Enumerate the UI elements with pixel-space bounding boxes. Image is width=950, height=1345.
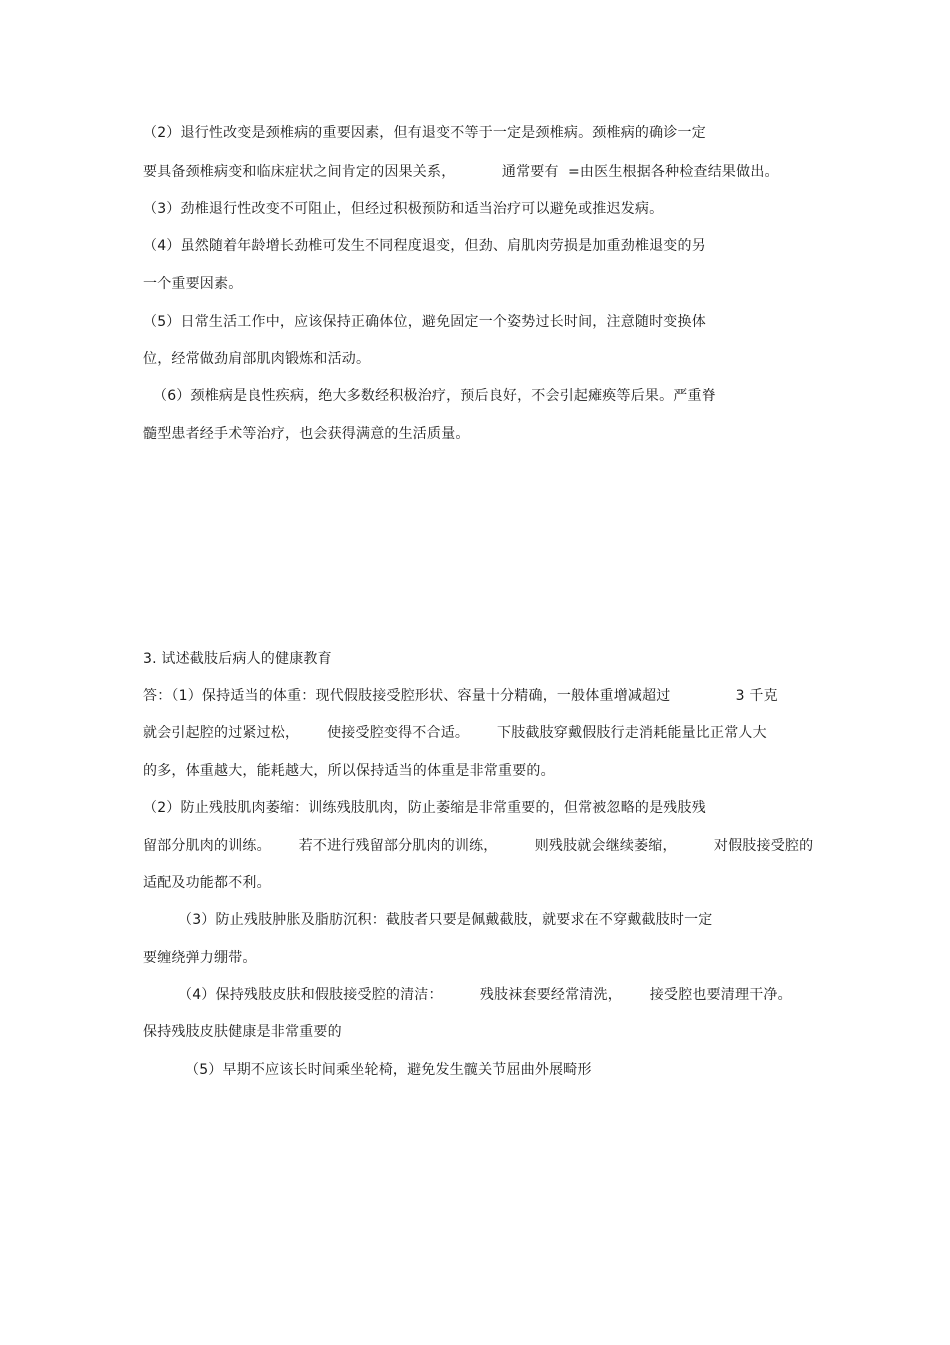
paragraph-line: 的多，体重越大，能耗越大，所以保持适当的体重是非常重要的。 bbox=[143, 763, 555, 779]
paragraph-line: 一个重要因素。 bbox=[143, 276, 243, 292]
paragraph-line: 适配及功能都不利。 bbox=[143, 875, 271, 891]
paragraph-line: （4）虽然随着年龄增长劲椎可发生不同程度退变，但劲、肩肌肉劳损是加重劲椎退变的另 bbox=[143, 238, 706, 254]
paragraph-line: 就会引起腔的过紧过松， 使接受腔变得不合适。 下肢截肢穿戴假肢行走消耗能量比正常人大 bbox=[143, 725, 767, 741]
paragraph-line: （5）早期不应该长时间乘坐轮椅，避免发生髋关节屈曲外展畸形 bbox=[185, 1062, 592, 1078]
paragraph-line: （2）退行性改变是颈椎病的重要因素，但有退变不等于一定是颈椎病。颈椎病的确诊一定 bbox=[143, 125, 706, 141]
paragraph-line: 位，经常做劲肩部肌肉锻炼和活动。 bbox=[143, 351, 371, 367]
paragraph-line: （6）颈椎病是良性疾病，绝大多数经积极治疗，预后良好，不会引起瘫痪等后果。严重脊 bbox=[153, 388, 716, 404]
paragraph-line: （5）日常生活工作中，应该保持正确体位，避免固定一个姿势过长时间，注意随时变换体 bbox=[143, 314, 706, 330]
paragraph-line: 要缠绕弹力绷带。 bbox=[143, 950, 257, 966]
section-title: 3. 试述截肢后病人的健康教育 bbox=[143, 651, 332, 667]
paragraph-line: 留部分肌肉的训练。 若不进行残留部分肌肉的训练， 则残肢就会继续萎缩， 对假肢接受腔的 bbox=[143, 838, 814, 854]
paragraph-line: 答：（1）保持适当的体重：现代假肢接受腔形状、容量十分精确，一般体重增减超过 3 千克 bbox=[143, 688, 778, 704]
paragraph-line: 要具备颈椎病变和临床症状之间肯定的因果关系， 通常要有 =由医生根据各种检查结果做出。 bbox=[143, 164, 779, 180]
paragraph-line: 髓型患者经手术等治疗，也会获得满意的生活质量。 bbox=[143, 426, 470, 442]
paragraph-line: 保持残肢皮肤健康是非常重要的 bbox=[143, 1024, 342, 1040]
paragraph-line: （2）防止残肢肌肉萎缩：训练残肢肌肉，防止萎缩是非常重要的，但常被忽略的是残肢残 bbox=[143, 800, 706, 816]
paragraph-line: （3）防止残肢肿胀及脂肪沉积：截肢者只要是佩戴截肢，就要求在不穿戴截肢时一定 bbox=[178, 912, 713, 928]
paragraph-line: （4）保持残肢皮肤和假肢接受腔的清洁： 残肢袜套要经常清洗， 接受腔也要清理干净。 bbox=[178, 987, 792, 1003]
paragraph-line: （3）劲椎退行性改变不可阻止，但经过积极预防和适当治疗可以避免或推迟发病。 bbox=[143, 201, 664, 217]
